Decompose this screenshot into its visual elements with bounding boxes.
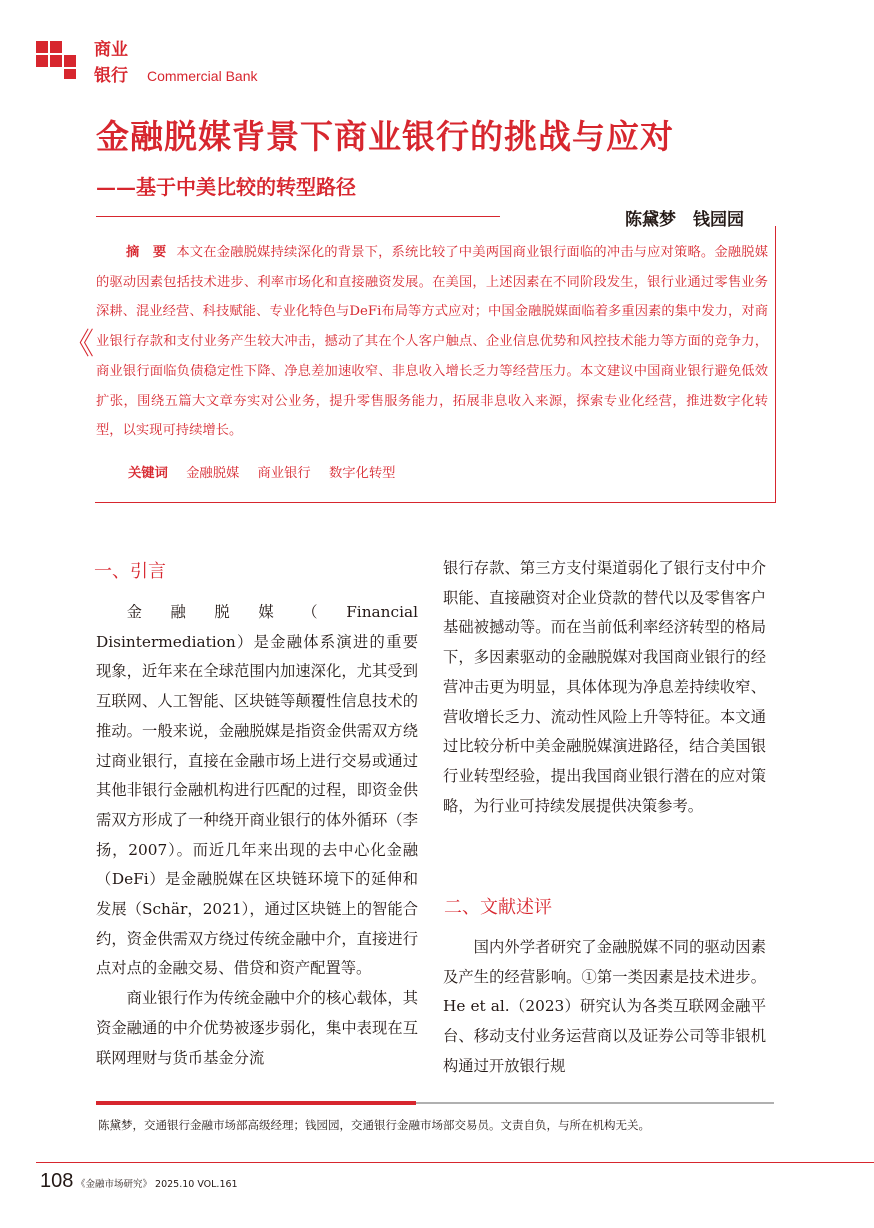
journal-info: 《金融市场研究》 2025.10 VOL.161 [76, 1179, 238, 1190]
article-authors: 陈黛梦 钱园园 [625, 210, 744, 230]
right-column-bottom [443, 933, 766, 1082]
keywords-label: 关键词 [128, 466, 168, 481]
keyword-item: 商业银行 [257, 466, 311, 481]
abstract [96, 238, 768, 446]
left-column [96, 598, 418, 1073]
body-paragraph: 商业银行作为传统金融中介的核心载体，其资金融通的中介优势被逐步弱化，集中表现在互联网理财与货币基金分流 [96, 989, 418, 1067]
bank-logo-icon [36, 41, 82, 79]
footnote-divider [416, 1102, 774, 1104]
brand-name-line1: 商业 [94, 40, 128, 60]
body-paragraph: 金融脱媒（Financial Disintermediation）是金融体系演进的重要现象，近年来在全球范围内加速深化，尤其受到互联网、人工智能、区块链等颠覆性信息技术的推动。一般来说，金融脱媒是指资金供需双方绕过商业银行，直接在金融市场上进行交易或通过其他非银行金融机构进行匹配的过程，即资金供需双方形成了一种绕开商业银行的体外循环（李扬，2007）。而近几年来出现的去中心化金融（DeFi）是金融脱媒在区块链环境下的延伸和发展（Schär，2021），通过区块链上的智能合约，资金供需双方绕过传统金融中介，直接进行点对点的金融交易、借贷和资产配置等。 [96, 603, 418, 978]
body-paragraph: 国内外学者研究了金融脱媒不同的驱动因素及产生的经营影响。①第一类因素是技术进步。He et al.（2023）研究认为各类互联网金融平台、移动支付业务运营商以及证券公司等非银机构通过开放银行规 [443, 938, 766, 1075]
abstract-label: 摘 要 [126, 245, 167, 260]
keyword-item: 数字化转型 [328, 466, 396, 481]
page-footer-rule [36, 1162, 874, 1163]
keywords [128, 462, 409, 481]
article-title: 金融脱媒背景下商业银行的挑战与应对 [96, 117, 674, 156]
title-divider [96, 216, 500, 217]
right-column-top [443, 554, 766, 821]
brand-name-english: Commercial Bank [147, 68, 258, 84]
author-footnote: 陈黛梦，交通银行金融市场部高级经理；钱园园，交通银行金融市场部交易员。文责自负，与所在机构无关。 [98, 1118, 650, 1132]
section-heading-literature-review: 二、文献述评 [444, 897, 552, 918]
section-heading-introduction: 一、引言 [94, 561, 166, 582]
abstract-quote-mark-icon: 《 [64, 327, 94, 362]
abstract-text: 本文在金融脱媒持续深化的背景下，系统比较了中美两国商业银行面临的冲击与应对策略。金融脱媒的驱动因素包括技术进步、利率市场化和直接融资发展。在美国，上述因素在不同阶段发生，银行业通过零售业务深耕、混业经营、科技赋能、专业化特色与DeFi布局等方式应对；中国金融脱媒面临着多重因素的集中发力，对商业银行存款和支付业务产生较大冲击，撼动了其在个人客户触点、企业信息优势和风控技术能力等方面的竞争力，商业银行面临负债稳定性下降、净息差加速收窄、非息收入增长乏力等经营压力。本文建议中国商业银行避免低效扩张，围绕五篇大文章夯实对公业务，提升零售服务能力，拓展非息收入来源，探索专业化经营，推进数字化转型，以实现可持续增长。 [96, 245, 769, 439]
keyword-item: 金融脱媒 [186, 466, 240, 481]
article-subtitle: ——基于中美比较的转型路径 [96, 175, 356, 199]
footnote-divider-accent [96, 1101, 416, 1105]
brand-name-line2: 银行 [94, 66, 128, 86]
page-number: 108 [40, 1170, 74, 1192]
body-paragraph-continued: 银行存款、第三方支付渠道弱化了银行支付中介职能、直接融资对企业贷款的替代以及零售客户基础被撼动等。而在当前低利率经济转型的格局下，多因素驱动的金融脱媒对我国商业银行的经营冲击更为明显，具体体现为净息差持续收窄、营收增长乏力、流动性风险上升等特征。本文通过比较分析中美金融脱媒演进路径，结合美国银行业转型经验，提出我国商业银行潜在的应对策略，为行业可持续发展提供决策参考。 [443, 559, 766, 815]
